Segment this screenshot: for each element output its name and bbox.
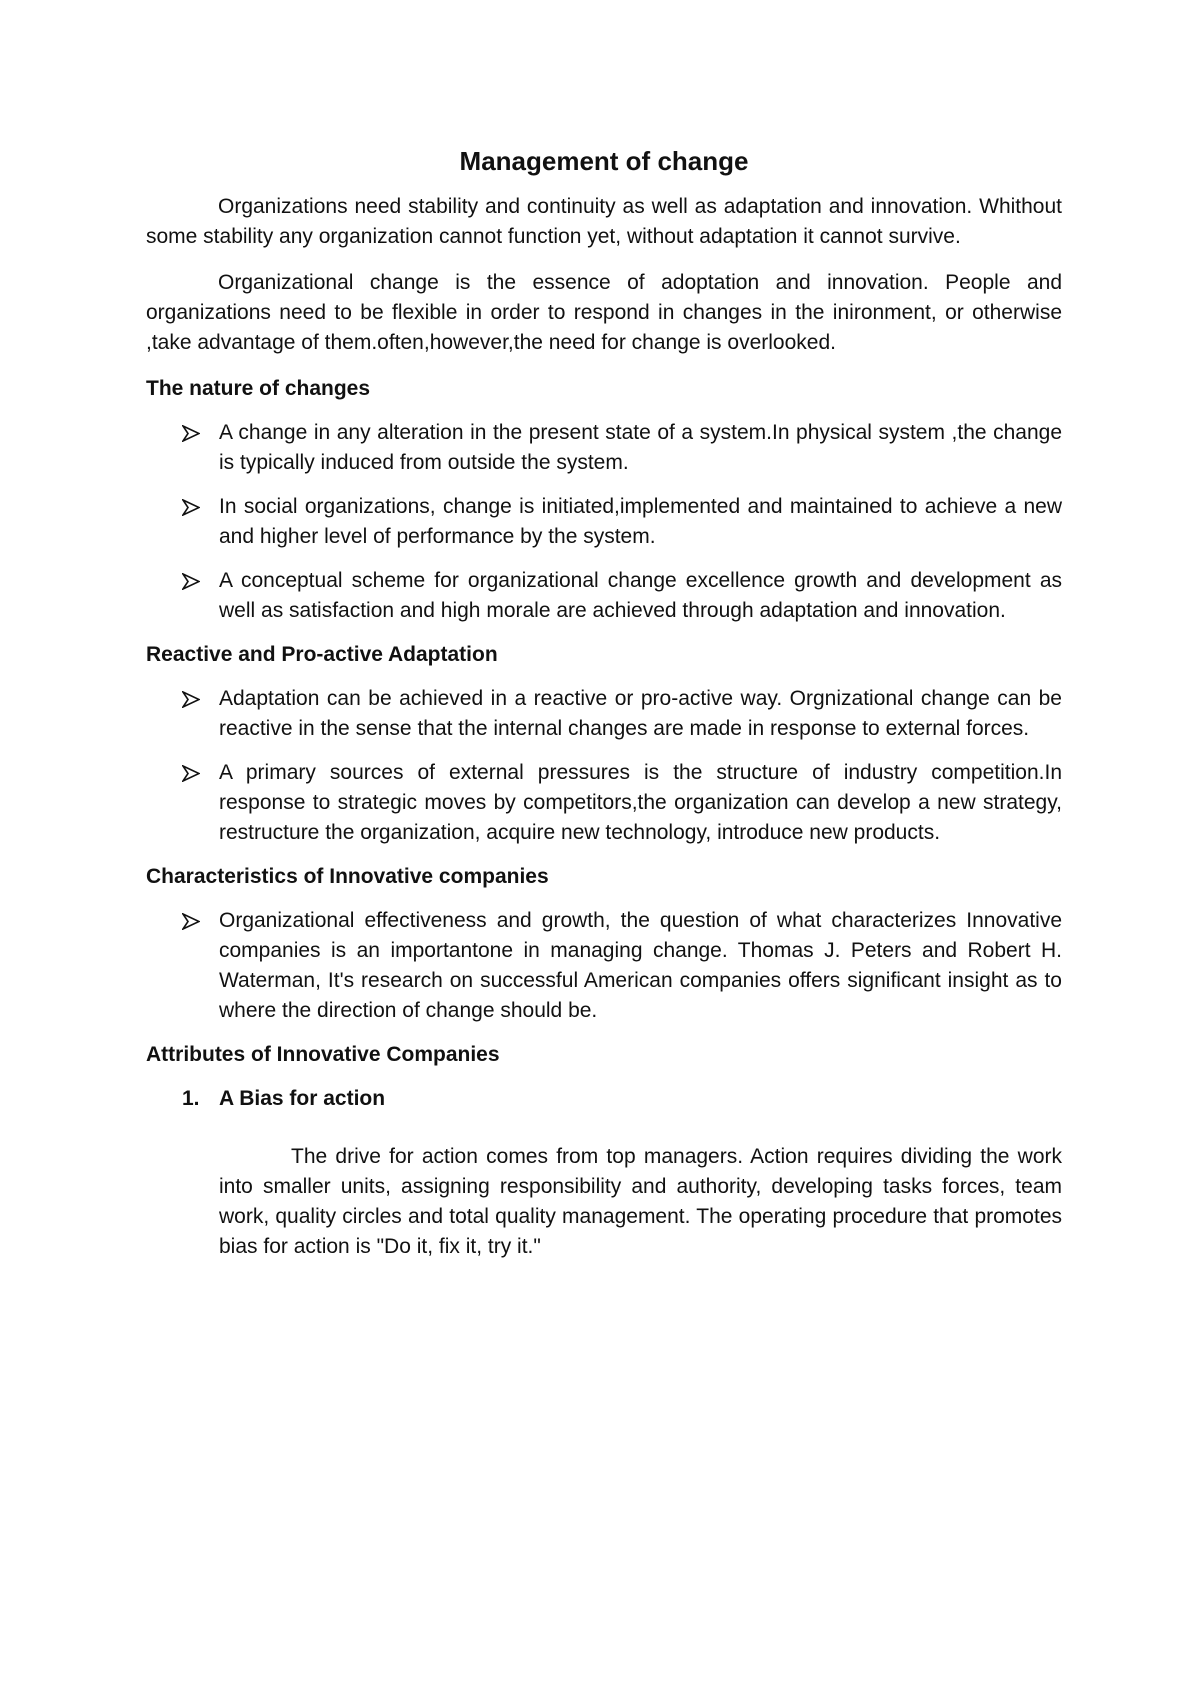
arrowhead-bullet-icon [182,425,200,442]
arrowhead-bullet-icon [182,573,200,590]
bullet-text: In social organizations, change is initiated,implemented and maintained to achieve a new and higher level of performance by the system. [219,495,1062,548]
section-heading: The nature of changes [146,377,371,400]
bullet-item [146,418,1062,478]
bullet-list [146,418,1062,626]
arrowhead-bullet-icon [182,691,200,708]
section-heading: Characteristics of Innovative companies [146,865,549,888]
numbered-list [146,1084,1062,1262]
item-body: The drive for action comes from top managers. Action requires dividing the work into smaller units, assigning responsibility and authority, developing tasks forces, team work, quality circles and total quality management. The operating procedure that promotes bias for action is "Do it, fix it, try it." [219,1145,1062,1258]
intro-paragraph: Organizations need stability and continuity as well as adaptation and innovation. Whithout some stability any organization cannot function yet, without adaptation it cannot survive. [146,195,1062,248]
bullet-text: Adaptation can be achieved in a reactive or pro-active way. Orgnizational change can be reactive in the sense that the internal changes are made in response to external forces. [219,687,1062,740]
bullet-text: Organizational effectiveness and growth, the question of what characterizes Innovative companies is an importantone in managing change. Thomas J. Peters and Robert H. Waterman, It's research on successful American companies offers significant insight as to where the direction of change should be. [219,909,1062,1022]
bullet-list [146,684,1062,848]
bullet-text: A change in any alteration in the present state of a system.In physical system ,the change is typically induced from outside the system. [219,421,1062,474]
bullet-text: A conceptual scheme for organizational change excellence growth and development as well as satisfaction and high morale are achieved through adaptation and innovation. [219,569,1062,622]
bullet-item [146,492,1062,552]
section-heading: Reactive and Pro-active Adaptation [146,643,498,666]
arrowhead-bullet-icon [182,913,200,930]
section-heading: Attributes of Innovative Companies [146,1043,500,1066]
arrowhead-bullet-icon [182,499,200,516]
arrowhead-bullet-icon [182,765,200,782]
item-number: 1. [182,1087,200,1110]
bullet-item [146,758,1062,848]
item-title: A Bias for action [219,1087,386,1110]
bullet-item [146,906,1062,1026]
bullet-item [146,566,1062,626]
intro-paragraph: Organizational change is the essence of adoptation and innovation. People and organizations need to be flexible in order to respond in changes in the inironment, or otherwise ,take advantage of them.often,however,the need for change is overlooked. [146,271,1062,354]
bullet-list [146,906,1062,1026]
bullet-text: A primary sources of external pressures is the structure of industry competition.In response to strategic moves by competitors,the organization can develop a new strategy, restructure the organization, acquire new technology, introduce new products. [219,761,1062,844]
numbered-item [146,1084,1062,1262]
document-title: Management of change [459,146,749,176]
bullet-item [146,684,1062,744]
